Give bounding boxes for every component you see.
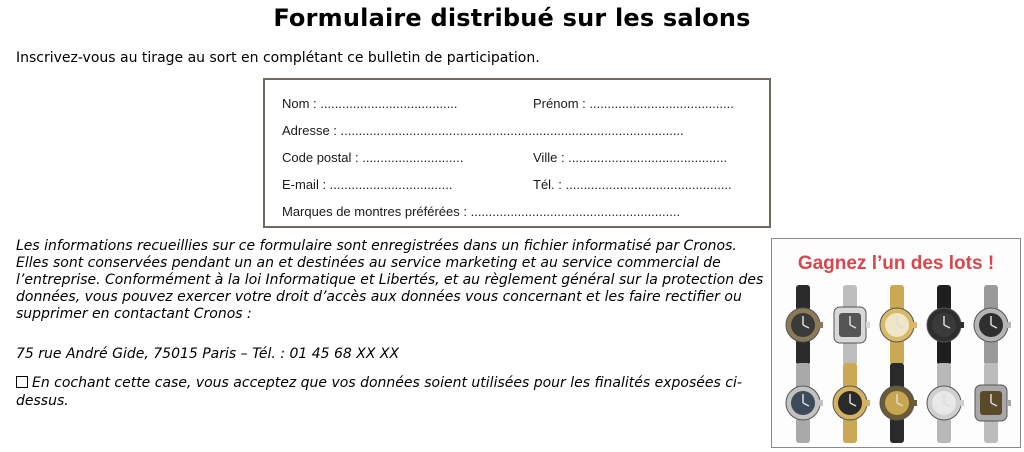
consent-line bbox=[16, 374, 766, 410]
contact-address: 75 rue André Gide, 75015 Paris – Tél. : 01 45 68 XX XX bbox=[16, 346, 400, 362]
consent-text: En cochant cette case, vous acceptez que vos données soient utilisées pour les finalités exposées ci-dessus. bbox=[16, 375, 742, 409]
steel-sport-watch-icon bbox=[970, 285, 1012, 365]
prize-panel bbox=[771, 238, 1021, 448]
steel-chrono-watch-icon bbox=[782, 363, 824, 443]
black-sport-watch-icon bbox=[923, 285, 965, 365]
email-field[interactable]: E-mail : .................................. bbox=[282, 177, 453, 192]
silver-square-gold-watch-icon bbox=[970, 363, 1012, 443]
prenom-field[interactable]: Prénom : ........................................ bbox=[533, 96, 734, 111]
silver-square-watch-icon bbox=[829, 285, 871, 365]
marques-field[interactable]: Marques de montres préférées : .......................................................... bbox=[282, 204, 681, 219]
form-row-name bbox=[282, 96, 734, 111]
form-row-contact bbox=[282, 177, 732, 192]
adresse-field[interactable]: Adresse : ............................................................................................... bbox=[282, 123, 684, 138]
black-gold-dial-watch-icon bbox=[876, 363, 918, 443]
consent-checkbox[interactable] bbox=[16, 376, 28, 388]
privacy-paragraph: Les informations recueillies sur ce formulaire sont enregistrées dans un fichier informatisé par Cronos. Elles sont conservées pendant un an et destinées au service marketing et au service commercial de l’entreprise. Conformément à la loi Informatique et Libertés, et au règlement général sur la protection des données, vous pouvez exercer votre droit d’accès aux données vous concernant et les faire rectifier ou supprimer en contactant Cronos : bbox=[16, 238, 764, 322]
intro-text: Inscrivez-vous au tirage au sort en complétant ce bulletin de participation. bbox=[16, 50, 540, 66]
tel-field[interactable]: Tél. : .............................................. bbox=[533, 177, 732, 192]
black-gold-watch-icon bbox=[782, 285, 824, 365]
silver-chrono-watch-icon bbox=[923, 363, 965, 443]
form-row-address bbox=[282, 123, 684, 138]
gold-black-watch-icon bbox=[829, 363, 871, 443]
gold-watch-icon bbox=[876, 285, 918, 365]
prize-title: Gagnez l’un des lots ! bbox=[797, 253, 995, 274]
watch-row-1 bbox=[782, 285, 1012, 365]
form-row-brands bbox=[282, 204, 680, 219]
participation-form bbox=[263, 78, 771, 228]
code-postal-field[interactable]: Code postal : ............................ bbox=[282, 150, 464, 165]
page-title: Formulaire distribué sur les salons bbox=[273, 4, 751, 32]
nom-field[interactable]: Nom : ...................................... bbox=[282, 96, 458, 111]
ville-field[interactable]: Ville : ............................................ bbox=[533, 150, 728, 165]
watch-row-2 bbox=[782, 363, 1012, 443]
form-row-city bbox=[282, 150, 728, 165]
